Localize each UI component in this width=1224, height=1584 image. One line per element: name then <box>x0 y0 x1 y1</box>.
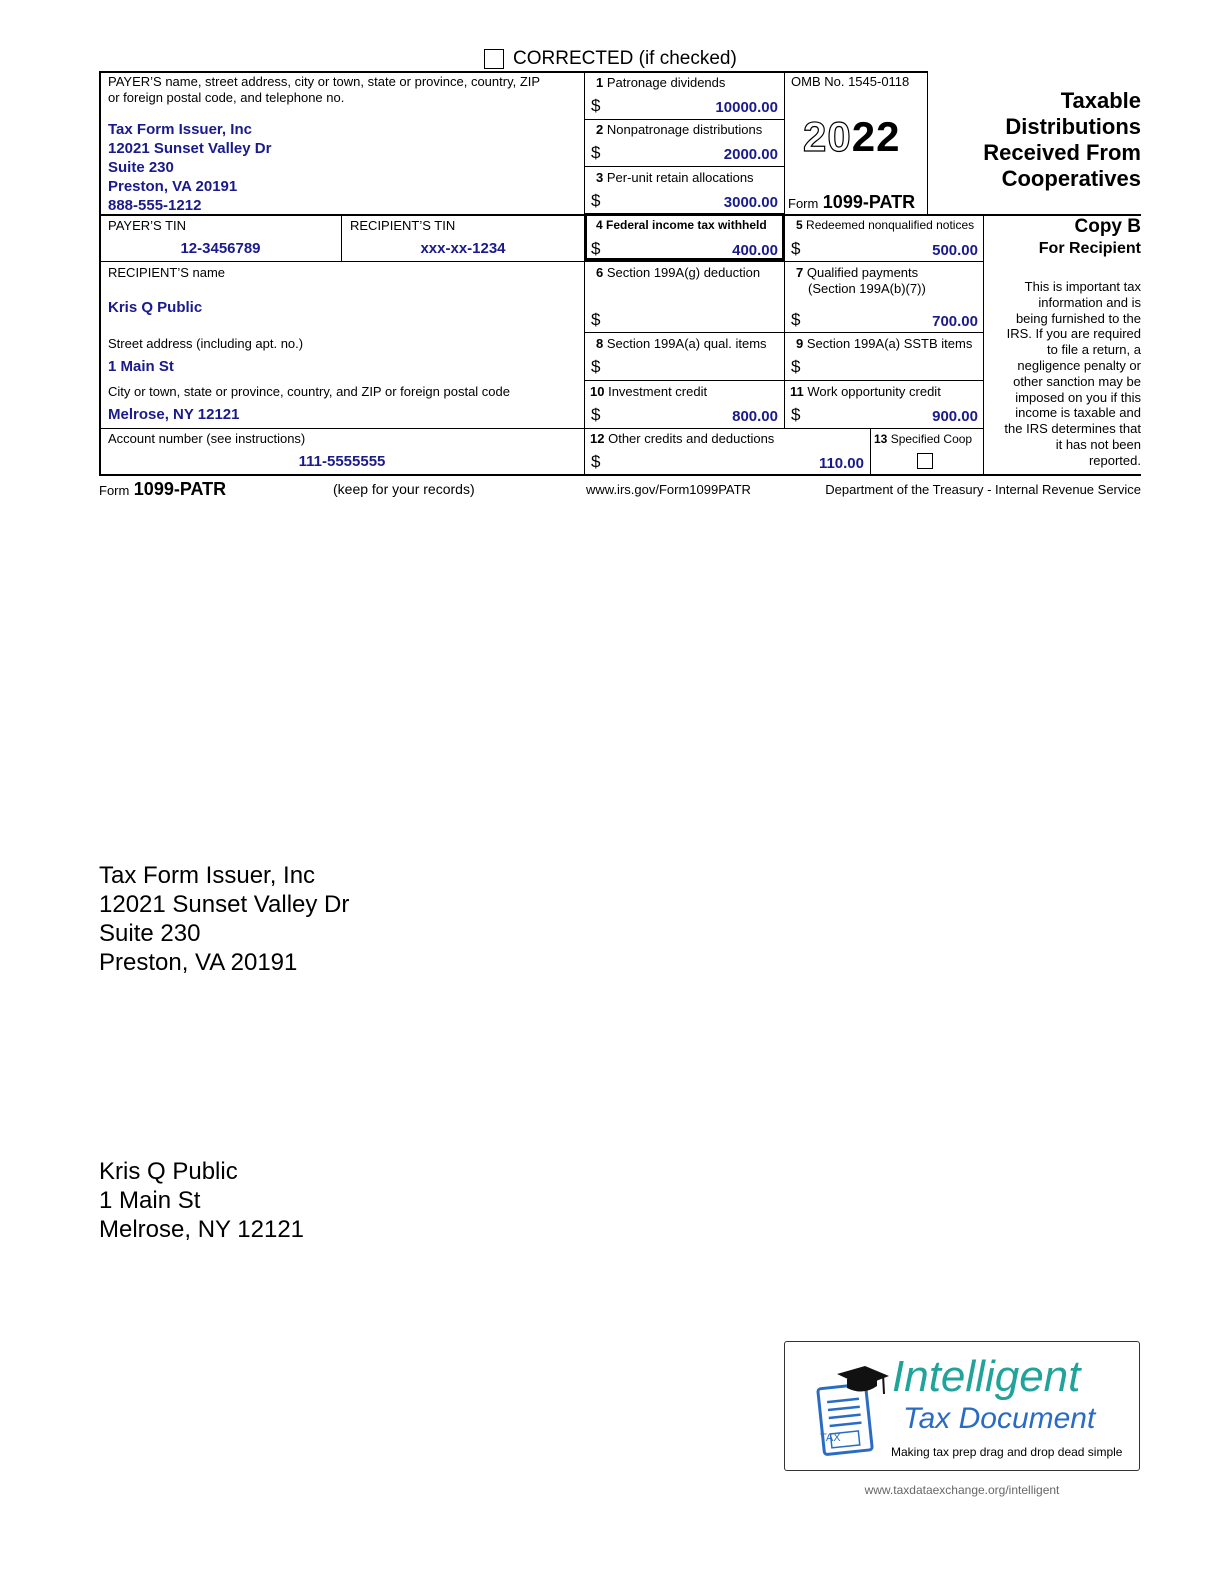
box10-dollar: $ <box>591 405 601 424</box>
box10-value: 800.00 <box>732 408 778 425</box>
payer-tin-label: PAYER’S TIN <box>108 218 187 233</box>
box1-value: 10000.00 <box>715 99 778 116</box>
box11-label: 11 Work opportunity credit <box>790 384 941 399</box>
logo-url[interactable]: www.taxdataexchange.org/intelligent <box>864 1483 1060 1497</box>
box1-label: 1 Patronage dividends <box>596 75 726 90</box>
footer-url[interactable]: www.irs.gov/Form1099PATR <box>586 482 751 497</box>
account-number: 111-5555555 <box>298 453 386 470</box>
box1-dollar: $ <box>591 96 601 115</box>
footer-keep: (keep for your records) <box>333 481 475 497</box>
recipient-name-label: RECIPIENT’S name <box>108 265 226 280</box>
box8-dollar: $ <box>591 357 601 376</box>
box2-value: 2000.00 <box>723 146 778 163</box>
logo-word-tax-document: Tax Document <box>903 1402 1096 1435</box>
account-label: Account number (see instructions) <box>108 431 306 446</box>
recipient-name: Kris Q Public <box>108 299 203 316</box>
box3-label: 3 Per-unit retain allocations <box>596 170 754 185</box>
box9-dollar: $ <box>791 357 801 376</box>
tax-year: 2022 <box>803 113 901 160</box>
box7-dollar: $ <box>791 310 801 329</box>
form-title: Taxable Distributions Received From Cooperatives <box>983 88 1141 191</box>
payer-label: PAYER’S name, street address, city or town, state or province, country, ZIP or foreign postal code, and telephone no. <box>108 74 541 105</box>
logo-tagline: Making tax prep drag and drop dead simple <box>891 1445 1123 1459</box>
street-label: Street address (including apt. no.) <box>108 336 304 351</box>
footer-dept: Department of the Treasury - Internal Revenue Service <box>825 482 1141 497</box>
box11-value: 900.00 <box>932 408 978 425</box>
box2-label: 2 Nonpatronage distributions <box>596 122 763 137</box>
recipient-notice: This is important tax information and is being furnished to the IRS. If you are required to file a return, a negligence penalty or other sanction may be imposed on you if this income is taxable and the IRS determines that it has not been reported. <box>1004 279 1141 468</box>
payer-name: Tax Form Issuer, Inc <box>108 121 252 138</box>
box5-value: 500.00 <box>932 242 978 259</box>
payer-address <box>108 120 271 215</box>
box2-dollar: $ <box>591 143 601 162</box>
payer-suite: Suite 230 <box>108 159 174 176</box>
copy-title: Copy B <box>1074 216 1141 237</box>
box4-label: 4 Federal income tax withheld <box>596 218 767 232</box>
box10-label: 10 Investment credit <box>590 384 708 399</box>
box12-value: 110.00 <box>818 455 864 472</box>
city-label: City or town, state or province, country, and ZIP or foreign postal code <box>108 384 510 399</box>
form-name-box: Form 1099-PATR <box>788 192 916 212</box>
logo-word-intelligent: Intelligent <box>892 1352 1081 1401</box>
recipient-tin-label: RECIPIENT’S TIN <box>350 218 456 233</box>
box9-label: 9 Section 199A(a) SSTB items <box>796 336 973 351</box>
box13-label: 13 Specified Coop <box>874 432 973 446</box>
copy-subtitle: For Recipient <box>1038 240 1141 257</box>
box3-value: 3000.00 <box>723 194 778 211</box>
payer-tin: 12-3456789 <box>180 240 261 257</box>
box12-label: 12 Other credits and deductions <box>590 431 775 446</box>
recipient-city: Melrose, NY 12121 <box>108 406 240 423</box>
recipient-street: 1 Main St <box>108 358 174 375</box>
box5-label: 5 Redeemed nonqualified notices <box>796 218 975 232</box>
box11-dollar: $ <box>791 405 801 424</box>
box6-dollar: $ <box>591 310 601 329</box>
corrected-label: CORRECTED (if checked) <box>513 48 737 69</box>
footer-form-name: Form 1099-PATR <box>99 479 227 499</box>
payer-city: Preston, VA 20191 <box>108 178 238 195</box>
recipient-tin: xxx-xx-1234 <box>420 240 506 257</box>
box3-dollar: $ <box>591 191 601 210</box>
tax-document-icon <box>813 1364 893 1459</box>
corrected-checkbox[interactable] <box>484 49 504 69</box>
sender-address: Tax Form Issuer, Inc 12021 Sunset Valley Dr Suite 230 Preston, VA 20191 <box>99 862 350 976</box>
box7-label: 7 Qualified payments (Section 199A(b)(7)) <box>796 265 926 296</box>
box4-value: 400.00 <box>732 242 778 259</box>
specified-coop-checkbox[interactable] <box>917 453 933 469</box>
recipient-address: Kris Q Public 1 Main St Melrose, NY 12121 <box>99 1158 305 1243</box>
box4-dollar: $ <box>591 239 601 258</box>
box5-dollar: $ <box>791 239 801 258</box>
logo-doc-label: TAX <box>820 1432 841 1444</box>
box8-label: 8 Section 199A(a) qual. items <box>596 336 767 351</box>
payer-street: 12021 Sunset Valley Dr <box>108 140 272 157</box>
omb-number: OMB No. 1545-0118 <box>791 74 910 89</box>
box6-label: 6 Section 199A(g) deduction <box>596 265 761 280</box>
box7-value: 700.00 <box>932 313 978 330</box>
logo-box <box>784 1341 1140 1471</box>
box12-dollar: $ <box>591 452 601 471</box>
payer-phone: 888-555-1212 <box>108 197 202 214</box>
